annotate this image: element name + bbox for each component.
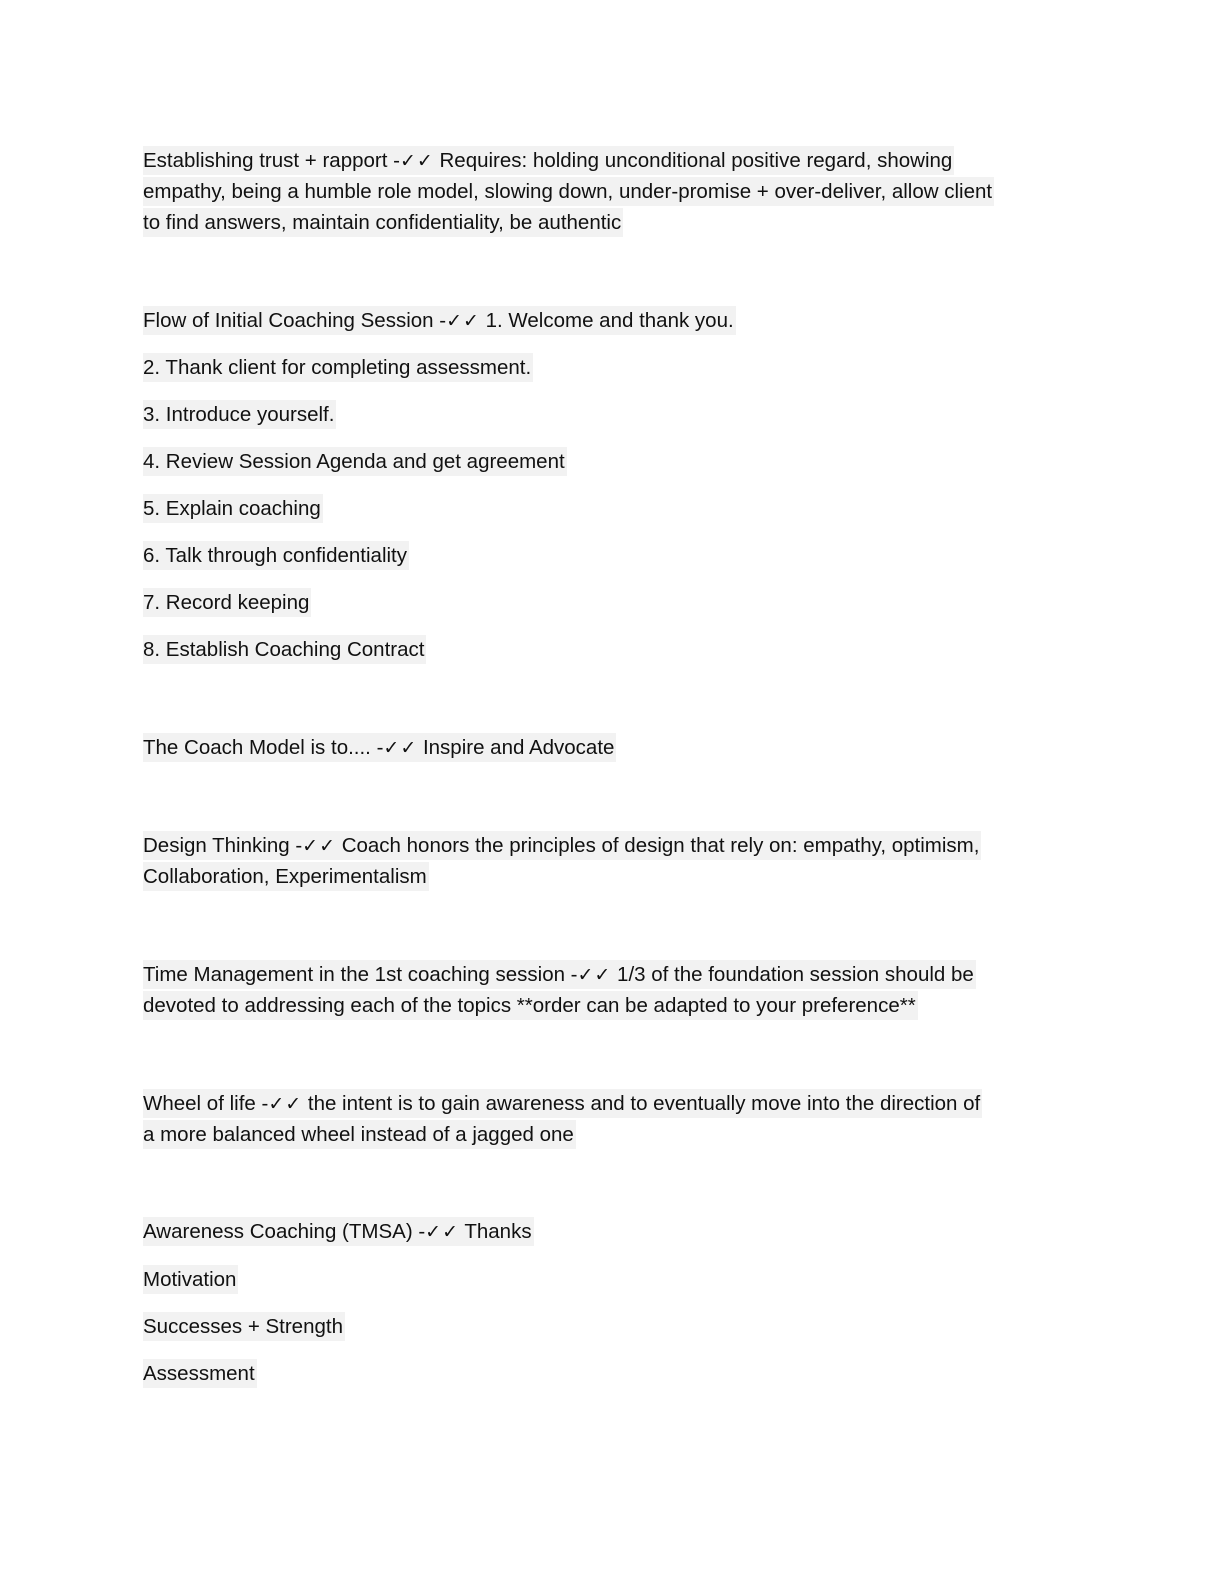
term-label: Time Management in the 1st coaching session -: [143, 963, 578, 986]
term-label: Design Thinking -: [143, 834, 303, 857]
definition-text: to find answers, maintain confidentiality, be authentic: [143, 208, 623, 237]
definition-text: the intent is to gain awareness and to eventually move into the direction of: [302, 1092, 981, 1115]
term-label: The Coach Model is to.... -: [143, 736, 384, 759]
flow-step-7: [143, 587, 311, 618]
wheel-of-life-line-2: [143, 1119, 576, 1150]
double-check-icon: ✓✓: [399, 150, 434, 172]
list-item: 3. Introduce yourself.: [143, 400, 336, 429]
trust-rapport-line-2: [143, 176, 994, 207]
definition-text: Collaboration, Experimentalism: [143, 862, 429, 891]
definition-text: Inspire and Advocate: [417, 736, 615, 759]
term-label: Awareness Coaching (TMSA) -: [143, 1220, 426, 1243]
term-label: Flow of Initial Coaching Session -: [143, 309, 447, 332]
double-check-icon: ✓✓: [577, 964, 612, 986]
double-check-icon: ✓✓: [268, 1093, 303, 1115]
tmsa-item-motivation: [143, 1264, 238, 1295]
list-item: 7. Record keeping: [143, 588, 311, 617]
definition-text: 1/3 of the foundation session should be: [611, 963, 974, 986]
list-item: Motivation: [143, 1265, 238, 1294]
double-check-icon: ✓✓: [446, 310, 480, 332]
design-thinking-line-2: [143, 861, 429, 892]
definition-text: Coach honors the principles of design that rely on: empathy, optimism,: [336, 834, 980, 857]
list-item: Successes + Strength: [143, 1312, 345, 1341]
list-item: 8. Establish Coaching Contract: [143, 635, 426, 664]
flow-step-4: [143, 446, 567, 477]
tmsa-item-successes: [143, 1311, 345, 1342]
design-thinking-line-1: [143, 830, 981, 862]
trust-rapport-line-3: [143, 207, 623, 238]
term-label: Wheel of life -: [143, 1092, 269, 1115]
definition-text: Requires: holding unconditional positive regard, showing: [433, 149, 953, 172]
flow-step-2: [143, 352, 533, 383]
double-check-icon: ✓✓: [302, 835, 336, 857]
definition-text: devoted to addressing each of the topics **order can be adapted to your preference**: [143, 991, 918, 1020]
list-item: 6. Talk through confidentiality: [143, 541, 409, 570]
definition-text: Thanks: [459, 1220, 532, 1243]
double-check-icon: ✓✓: [425, 1221, 460, 1243]
time-management-line-2: [143, 990, 918, 1021]
flow-step-3: [143, 399, 336, 430]
flow-session-line-1: [143, 305, 736, 337]
definition-text: a more balanced wheel instead of a jagged one: [143, 1120, 576, 1149]
flow-step-8: [143, 634, 426, 665]
wheel-of-life-line-1: [143, 1088, 982, 1120]
flow-step-5: [143, 493, 323, 524]
double-check-icon: ✓✓: [383, 737, 418, 759]
awareness-coaching-line-1: [143, 1216, 534, 1248]
list-item: 2. Thank client for completing assessment.: [143, 353, 533, 382]
list-item: 5. Explain coaching: [143, 494, 323, 523]
list-item: Assessment: [143, 1359, 257, 1388]
definition-text: empathy, being a humble role model, slowing down, under-promise + over-deliver, allow client: [143, 177, 994, 206]
coach-model-line-1: [143, 732, 616, 764]
flow-step-6: [143, 540, 409, 571]
trust-rapport-line-1: [143, 145, 954, 177]
term-label: Establishing trust + rapport -: [143, 149, 400, 172]
definition-text: 1. Welcome and thank you.: [479, 309, 734, 332]
time-management-line-1: [143, 959, 976, 991]
tmsa-item-assessment: [143, 1358, 257, 1389]
list-item: 4. Review Session Agenda and get agreement: [143, 447, 567, 476]
